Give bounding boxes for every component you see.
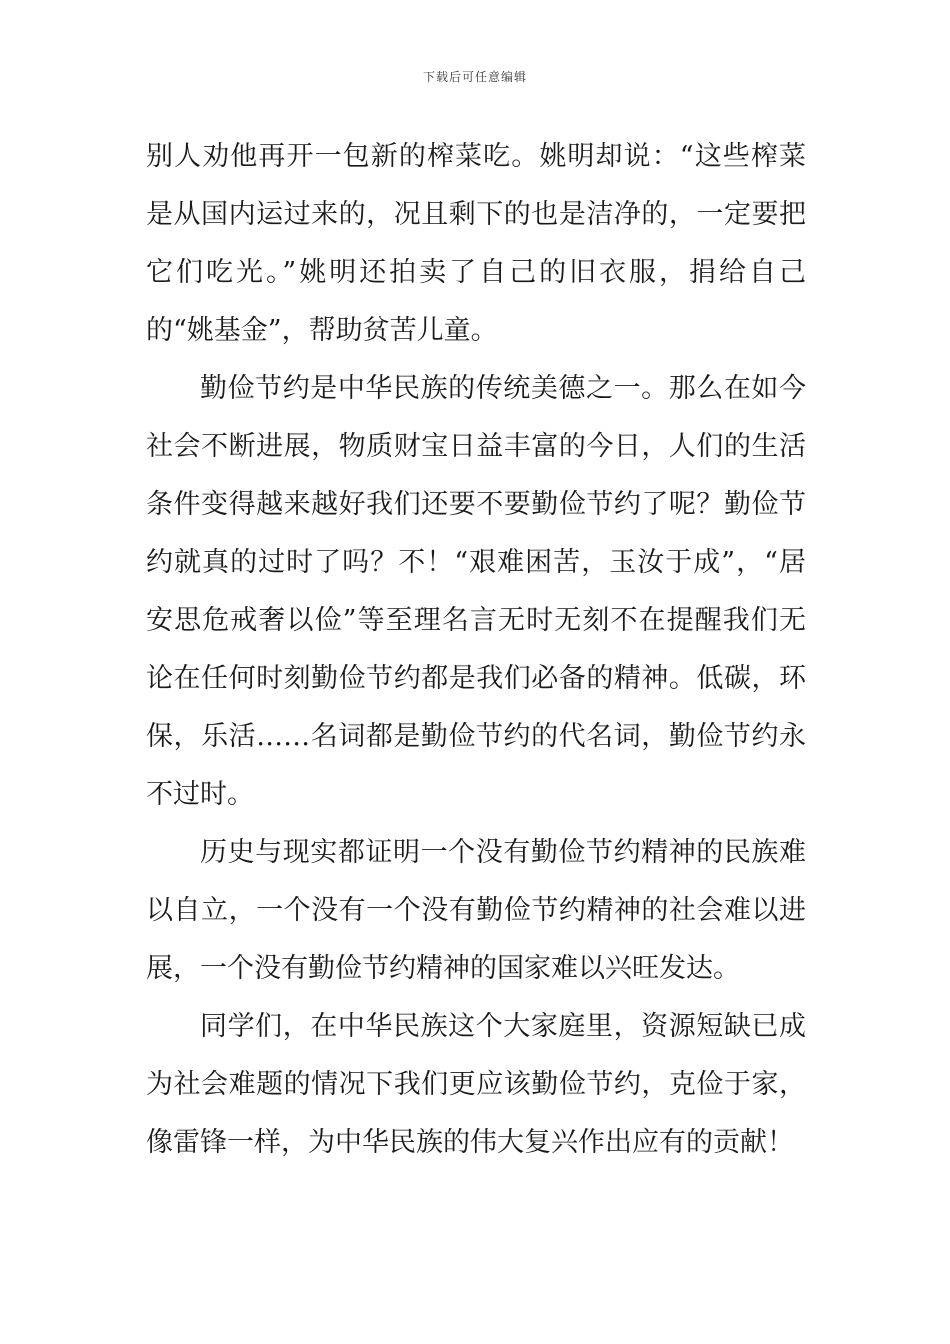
page-header: 下载后可任意编辑 (422, 70, 527, 84)
paragraph-3: 历史与现实都证明一个没有勤俭节约精神的民族难以自立，一个没有一个没有勤俭节约精神的社会难以进展，一个没有勤俭节约精神的国家难以兴旺发达。 (146, 837, 806, 984)
paragraph-4: 同学们，在中华民族这个大家庭里，资源短缺已成为社会难题的情况下我们更应该勤俭节约，克俭于家，像雷锋一样，为中华民族的伟大复兴作出应有的贡献！ (146, 1011, 806, 1158)
document-body (146, 128, 806, 1172)
paragraph-1: 别人劝他再开一包新的榨菜吃。姚明却说：“这些榨菜是从国内运过来的，况且剩下的也是洁净的，一定要把它们吃光。”姚明还拍卖了自己的旧衣服，捐给自己的“姚基金”，帮助贫苦儿童。 (146, 141, 806, 346)
paragraph-2: 勤俭节约是中华民族的传统美德之一。那么在如今社会不断进展，物质财宝日益丰富的今日，人们的生活条件变得越来越好我们还要不要勤俭节约了呢？勤俭节约就真的过时了吗？不！“艰难困苦，玉汝于成”，“居安思危戒奢以俭”等至理名言无时无刻不在提醒我们无论在任何时刻勤俭节约都是我们必备的精神。低碳，环保，乐活……名词都是勤俭节约的代名词，勤俭节约永不过时。 (146, 373, 806, 810)
